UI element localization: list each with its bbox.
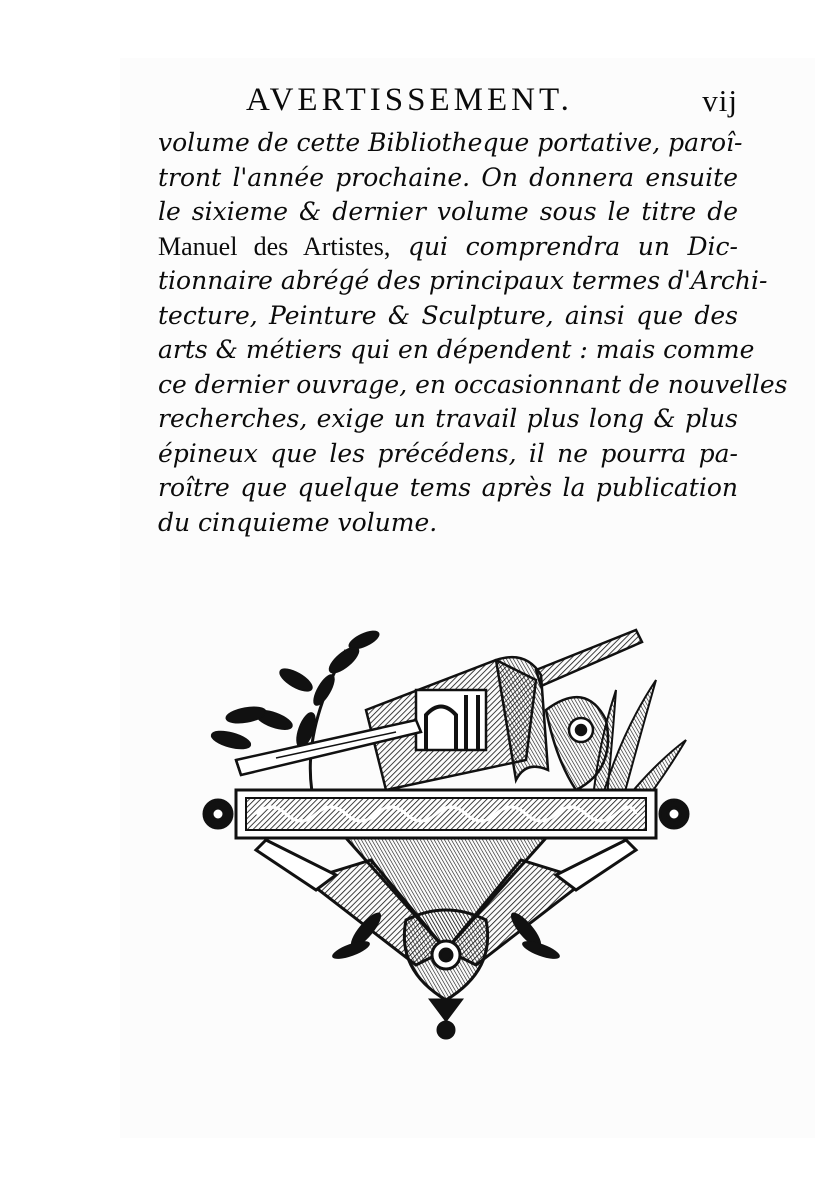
text-line: ce dernier ouvrage, en occasionnant de nouvelles bbox=[158, 369, 788, 399]
text-line: roître que quelque tems après la publication bbox=[158, 473, 738, 502]
text-line: volume de cette Bibliotheque portative, paroî- bbox=[158, 128, 743, 157]
text-line: tionnaire abrégé des principaux termes d'Archi- bbox=[158, 266, 768, 295]
text-line: tront l'année prochaine. On donnera ensuite bbox=[158, 162, 738, 192]
tailpiece-ornament-icon bbox=[196, 620, 696, 1040]
body-paragraph bbox=[158, 126, 788, 540]
text-line: tecture, Peinture & Sculpture, ainsi que des bbox=[158, 300, 738, 330]
running-title: AVERTISSEMENT. bbox=[246, 82, 573, 118]
text-line: épineux que les précédens, il ne pourra pa- bbox=[158, 438, 738, 468]
text-line: arts & métiers qui en dépendent : mais comme bbox=[158, 335, 755, 364]
text-line: le sixieme & dernier volume sous le titre de bbox=[158, 197, 738, 226]
text-line: recherches, exige un travail plus long & plus bbox=[158, 404, 738, 433]
page-number: vij bbox=[702, 83, 738, 118]
text-line-continuation: qui comprendra un Dic- bbox=[390, 231, 739, 261]
text-line bbox=[158, 230, 738, 265]
text-line: du cinquieme volume. bbox=[158, 507, 438, 537]
page-header bbox=[158, 80, 738, 124]
book-title-roman: Manuel des Artistes, bbox=[158, 231, 391, 261]
